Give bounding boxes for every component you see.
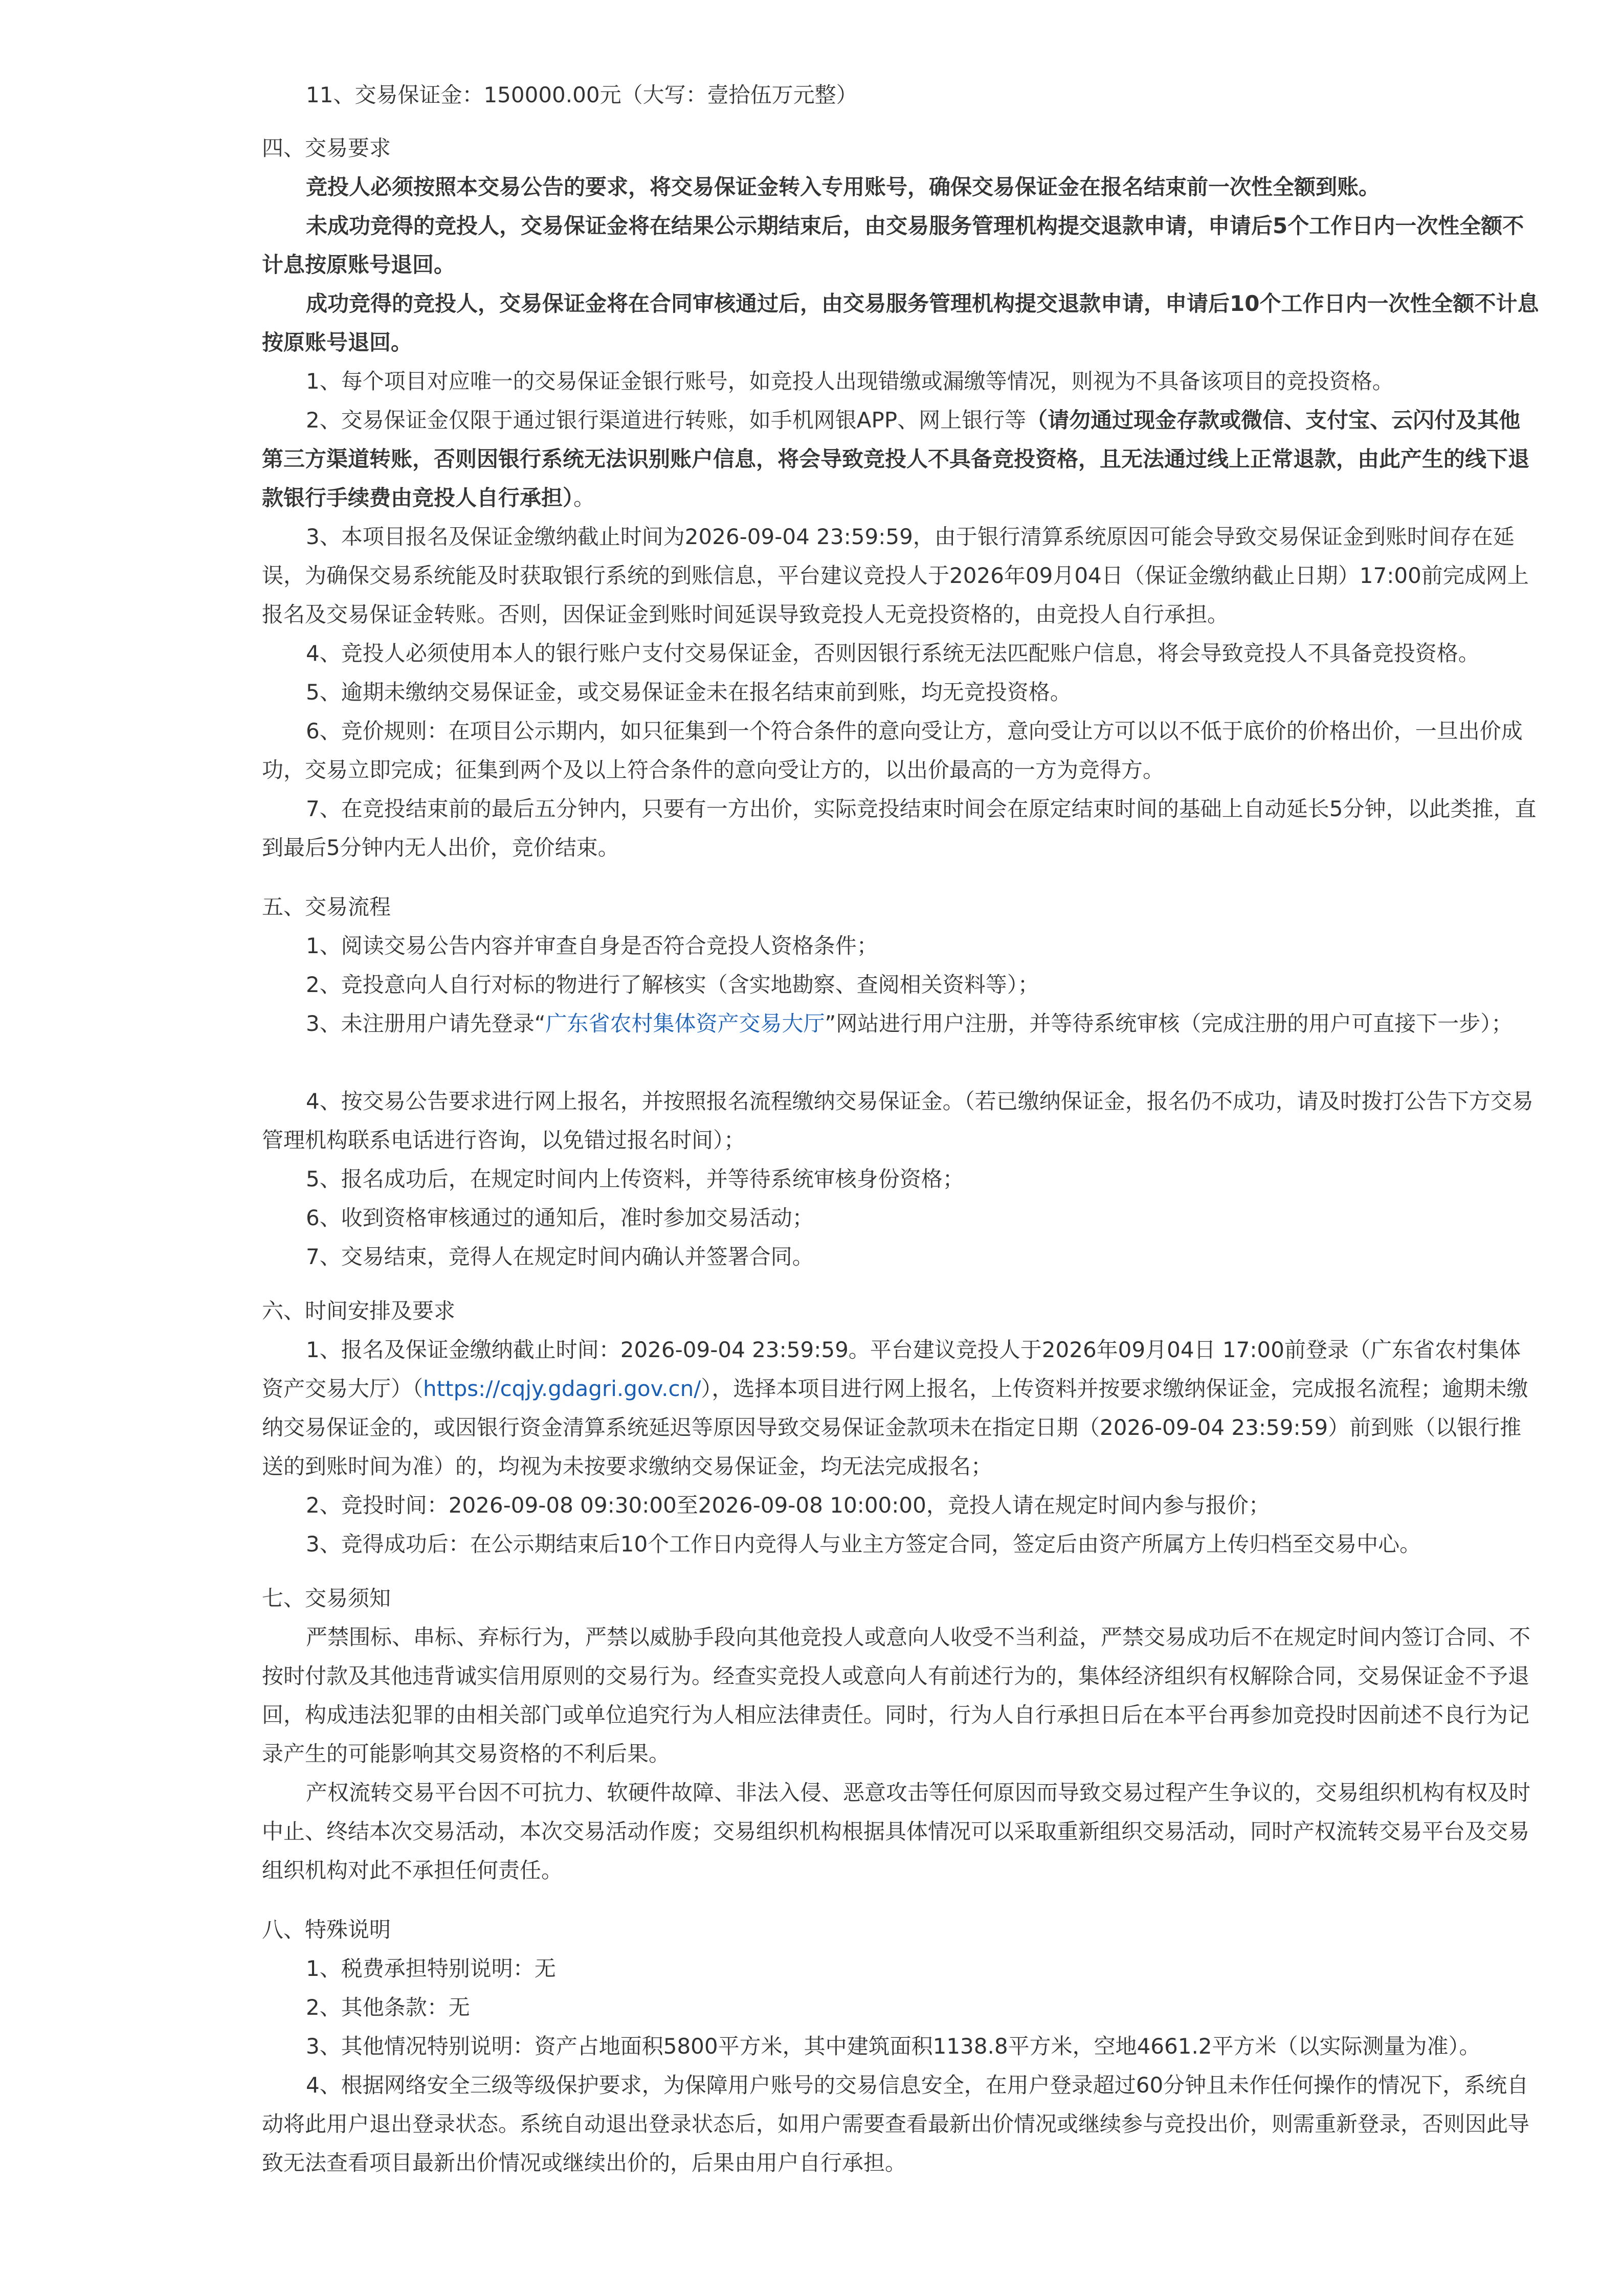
sec5-item-5: 5、报名成功后，在规定时间内上传资料，并等待系统审核身份资格； bbox=[306, 1166, 964, 1191]
sec4-item-2 bbox=[262, 401, 1541, 517]
sec4-bold-notice-1: 竞投人必须按照本交易公告的要求，将交易保证金转入专用账号，确保交易保证金在报名结束前一次性全额到账。 bbox=[306, 174, 1381, 199]
sec5-item-7: 7、交易结束，竞得人在规定时间内确认并签署合同。 bbox=[306, 1244, 814, 1269]
sec6-item-1 bbox=[262, 1331, 1541, 1486]
sec6-item-1-text: 1、报名及保证金缴纳截止时间：2026-09-04 23:59:59。平台建议竞投人于2026年09月04日 17:00前登录（广东省农村集体资产交易大厅）（ bbox=[262, 1337, 1521, 1401]
sec4-bold-notice-3: 成功竞得的竞投人，交易保证金将在合同审核通过后，由交易服务管理机构提交退款申请，申请后10个工作日内一次性全额不计息按原账号退回。 bbox=[262, 291, 1539, 355]
sec4-item-2-end: 。 bbox=[573, 485, 595, 510]
trading-hall-link[interactable]: 广东省农村集体资产交易大厅 bbox=[545, 1011, 825, 1036]
platform-url-link[interactable]: https://cqjy.gdagri.gov.cn/ bbox=[423, 1376, 701, 1401]
sec5-item-4: 4、按交易公告要求进行网上报名，并按照报名流程缴纳交易保证金。（若已缴纳保证金，报名仍不成功，请及时拨打公告下方交易管理机构联系电话进行咨询，以免错过报名时间）； bbox=[262, 1089, 1533, 1153]
sec4-item-5: 5、逾期未缴纳交易保证金，或交易保证金未在报名结束前到账，均无竞投资格。 bbox=[306, 680, 1072, 705]
section-6-heading: 六、时间安排及要求 bbox=[262, 1298, 456, 1323]
sec8-item-4: 4、根据网络安全三级等级保护要求，为保障用户账号的交易信息安全，在用户登录超过60分钟且未作任何操作的情况下，系统自动将此用户退出登录状态。系统自动退出登录状态后，如用户需要查看最新出价情况或继续参与竞投出价，则需重新登录，否则因此导致无法查看项目最新出价情况或继续出价的，后果由用户自行承担。 bbox=[262, 2073, 1530, 2175]
sec4-item-1: 1、每个项目对应唯一的交易保证金银行账号，如竞投人出现错缴或漏缴等情况，则视为不具备该项目的竞投资格。 bbox=[306, 369, 1394, 394]
section-4-heading: 四、交易要求 bbox=[262, 136, 391, 161]
sec7-paragraph-2: 产权流转交易平台因不可抗力、软硬件故障、非法入侵、恶意攻击等任何原因而导致交易过程产生争议的，交易组织机构有权及时中止、终结本次交易活动，本次交易活动作废；交易组织机构根据具体情况可以采取重新组织交易活动，同时产权流转交易平台及交易组织机构对此不承担任何责任。 bbox=[262, 1780, 1531, 1883]
item-11-deposit: 11、交易保证金：150000.00元（大写：壹拾伍万元整） bbox=[306, 82, 858, 107]
sec4-item-6: 6、竞价规则：在项目公示期内，如只征集到一个符合条件的意向受让方，意向受让方可以以不低于底价的价格出价，一旦出价成功，交易立即完成；征集到两个及以上符合条件的意向受让方的，以出价最高的一方为竞得方。 bbox=[262, 718, 1523, 782]
sec5-item-3 bbox=[262, 1004, 1541, 1043]
section-7-heading: 七、交易须知 bbox=[262, 1586, 391, 1611]
sec5-item-2: 2、竞投意向人自行对标的物进行了解核实（含实地勘察、查阅相关资料等）； bbox=[306, 972, 1039, 997]
sec7-paragraph-1: 严禁围标、串标、弃标行为，严禁以威胁手段向其他竞投人或意向人收受不当利益，严禁交易成功后不在规定时间内签订合同、不按时付款及其他违背诚实信用原则的交易行为。经查实竞投人或意向人有前述行为的，集体经济组织有权解除合同，交易保证金不予退回，构成违法犯罪的由相关部门或单位追究行为人相应法律责任。同时，行为人自行承担日后在本平台再参加竞投时因前述不良行为记录产生的可能影响其交易资格的不利后果。 bbox=[262, 1625, 1531, 1766]
sec5-item-3-text-end: ”网站进行用户注册，并等待系统审核（完成注册的用户可直接下一步）； bbox=[825, 1011, 1513, 1036]
section-8-heading: 八、特殊说明 bbox=[262, 1917, 391, 1942]
sec6-item-3: 3、竞得成功后：在公示期结束后10个工作日内竞得人与业主方签定合同，签定后由资产所属方上传归档至交易中心。 bbox=[306, 1532, 1421, 1557]
sec4-item-2-text: 2、交易保证金仅限于通过银行渠道进行转账，如手机网银APP、网上银行等 bbox=[306, 408, 1027, 433]
section-5-heading: 五、交易流程 bbox=[262, 894, 391, 919]
sec4-item-4: 4、竞投人必须使用本人的银行账户支付交易保证金，否则因银行系统无法匹配账户信息，将会导致竞投人不具备竞投资格。 bbox=[306, 641, 1480, 666]
sec4-item-7: 7、在竞投结束前的最后五分钟内，只要有一方出价，实际竞投结束时间会在原定结束时间的基础上自动延长5分钟，以此类推，直到最后5分钟内无人出价，竞价结束。 bbox=[262, 796, 1537, 860]
sec6-item-1-text-end: ），选择本项目进行网上报名，上传资料并按要求缴纳保证金，完成报名流程；逾期未缴纳交易保证金的，或因银行资金清算系统延迟等原因导致交易保证金款项未在指定日期（2026-09-04 23:59:59）前到账（以银行推送的到账时间为准）的，均视为未按要求缴纳交易保证金，均无法完成报名； bbox=[262, 1376, 1528, 1479]
sec8-item-3: 3、其他情况特别说明：资产占地面积5800平方米，其中建筑面积1138.8平方米，空地4661.2平方米（以实际测量为准）。 bbox=[306, 2034, 1481, 2059]
sec8-item-1: 1、税费承担特别说明：无 bbox=[306, 1956, 556, 1981]
sec4-item-3: 3、本项目报名及保证金缴纳截止时间为2026-09-04 23:59:59，由于银行清算系统原因可能会导致交易保证金到账时间存在延误，为确保交易系统能及时获取银行系统的到账信息，平台建议竞投人于2026年09月04日（保证金缴纳截止日期）17:00前完成网上报名及交易保证金转账。否则，因保证金到账时间延误导致竞投人无竞投资格的，由竞投人自行承担。 bbox=[262, 524, 1529, 627]
sec6-item-2: 2、竞投时间：2026-09-08 09:30:00至2026-09-08 10:00:00，竞投人请在规定时间内参与报价； bbox=[306, 1493, 1270, 1518]
sec5-item-6: 6、收到资格审核通过的通知后，准时参加交易活动； bbox=[306, 1205, 814, 1230]
sec4-bold-notice-2: 未成功竞得的竞投人，交易保证金将在结果公示期结束后，由交易服务管理机构提交退款申请，申请后5个工作日内一次性全额不计息按原账号退回。 bbox=[262, 213, 1524, 277]
sec5-item-3-text: 3、未注册用户请先登录“ bbox=[306, 1011, 546, 1036]
sec8-item-2: 2、其他条款：无 bbox=[306, 1995, 470, 2020]
sec4-item-2-warning: （请勿通过现金存款或微信、支付宝、云闪付及其他第三方渠道转账，否则因银行系统无法识别账户信息，将会导致竞投人不具备竞投资格，且无法通过线上正常退款，由此产生的线下退款银行手续费由竞投人自行承担） bbox=[262, 408, 1530, 510]
sec5-item-1: 1、阅读交易公告内容并审查自身是否符合竞投人资格条件； bbox=[306, 933, 878, 958]
